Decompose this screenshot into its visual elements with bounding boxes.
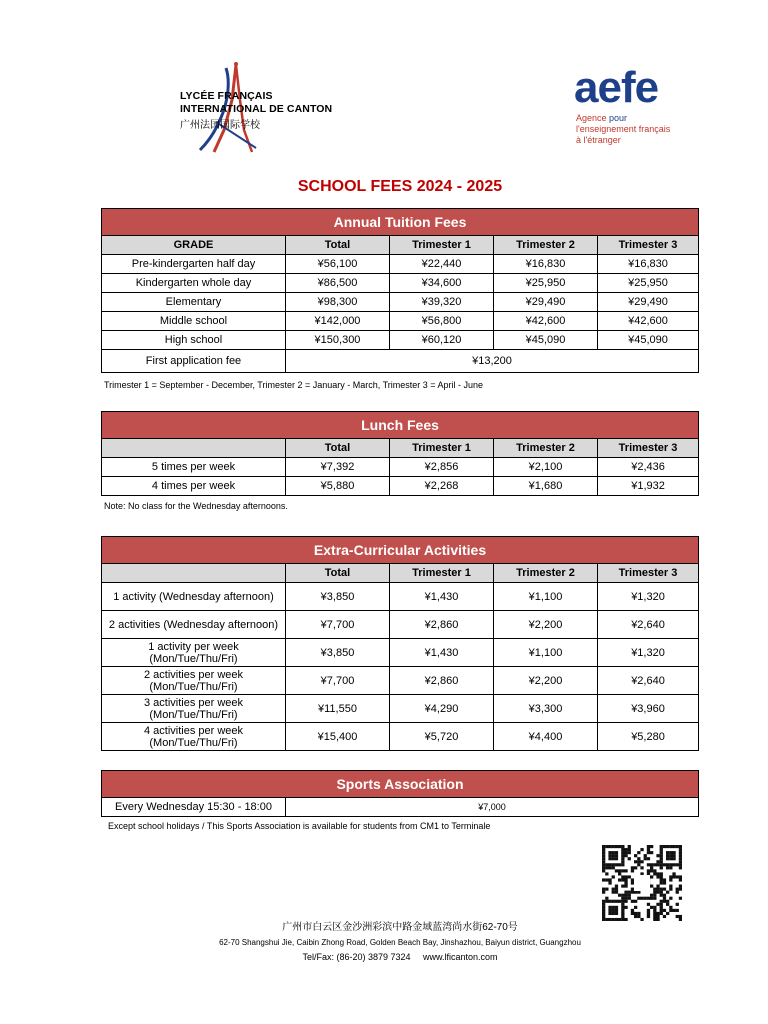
table-row [102, 695, 699, 723]
activities-banner: Extra-Curricular Activities [102, 537, 699, 564]
table-row [102, 611, 699, 639]
cell-t3: ¥25,950 [598, 274, 699, 293]
qr-code [602, 845, 682, 921]
cell-t3: ¥1,932 [598, 477, 699, 496]
aefe-tagline-1: Agence pour [576, 113, 628, 123]
school-name-line2: INTERNATIONAL DE CANTON [180, 103, 333, 115]
row-label: 2 activities (Wednesday afternoon) [102, 611, 286, 639]
table-row [102, 458, 699, 477]
cell-total: ¥56,100 [286, 255, 390, 274]
cell-t3: ¥2,640 [598, 667, 699, 695]
application-fee-row [102, 350, 699, 373]
row-label: 1 activity (Wednesday afternoon) [102, 583, 286, 611]
cell-t2: ¥16,830 [494, 255, 598, 274]
cell-t2: ¥29,490 [494, 293, 598, 312]
table-row [102, 293, 699, 312]
cell-total: ¥86,500 [286, 274, 390, 293]
cell-t1: ¥39,320 [390, 293, 494, 312]
row-label: 4 activities per week (Mon/Tue/Thu/Fri) [102, 723, 286, 751]
table-row [102, 477, 699, 496]
cell-t1: ¥2,856 [390, 458, 494, 477]
header-trimester-1: Trimester 1 [390, 564, 494, 583]
header-trimester-2: Trimester 2 [494, 564, 598, 583]
cell-t3: ¥1,320 [598, 583, 699, 611]
lunch-table [101, 411, 699, 496]
cell-t1: ¥2,860 [390, 611, 494, 639]
tuition-header-row [102, 236, 699, 255]
cell-t1: ¥2,860 [390, 667, 494, 695]
header-blank [102, 564, 286, 583]
cell-t1: ¥56,800 [390, 312, 494, 331]
sports-fee: ¥7,000 [286, 798, 699, 817]
row-label: High school [102, 331, 286, 350]
cell-t3: ¥1,320 [598, 639, 699, 667]
cell-t3: ¥42,600 [598, 312, 699, 331]
cell-t1: ¥1,430 [390, 639, 494, 667]
table-row [102, 667, 699, 695]
cell-total: ¥3,850 [286, 639, 390, 667]
cell-t2: ¥4,400 [494, 723, 598, 751]
cell-total: ¥142,000 [286, 312, 390, 331]
row-label: 1 activity per week (Mon/Tue/Thu/Fri) [102, 639, 286, 667]
cell-total: ¥98,300 [286, 293, 390, 312]
row-label: Middle school [102, 312, 286, 331]
aefe-tagline-3: à l'étranger [576, 135, 621, 145]
cell-total: ¥5,880 [286, 477, 390, 496]
cell-t2: ¥1,680 [494, 477, 598, 496]
cell-t2: ¥42,600 [494, 312, 598, 331]
row-label: 5 times per week [102, 458, 286, 477]
header-grade: GRADE [102, 236, 286, 255]
row-label: Kindergarten whole day [102, 274, 286, 293]
row-label: Elementary [102, 293, 286, 312]
cell-t1: ¥22,440 [390, 255, 494, 274]
address-english: 62-70 Shangshui Jie, Caibin Zhong Road, Golden Beach Bay, Jinshazhou, Baiyun district, Guangzhou [219, 938, 581, 947]
header-total: Total [286, 439, 390, 458]
cell-t3: ¥5,280 [598, 723, 699, 751]
header-trimester-3: Trimester 3 [598, 236, 699, 255]
table-row [102, 798, 699, 817]
sports-note: Except school holidays / This Sports Association is available for students from CM1 to Terminale [108, 821, 491, 831]
tuition-table [101, 208, 699, 373]
header-trimester-2: Trimester 2 [494, 439, 598, 458]
sports-banner: Sports Association [102, 771, 699, 798]
cell-t2: ¥2,100 [494, 458, 598, 477]
cell-total: ¥7,700 [286, 611, 390, 639]
lunch-note: Note: No class for the Wednesday afternoons. [104, 501, 288, 511]
cell-t1: ¥2,268 [390, 477, 494, 496]
header-total: Total [286, 564, 390, 583]
table-row [102, 255, 699, 274]
row-label: 2 activities per week (Mon/Tue/Thu/Fri) [102, 667, 286, 695]
table-row [102, 639, 699, 667]
lunch-header-row [102, 439, 699, 458]
table-row [102, 723, 699, 751]
tuition-banner: Annual Tuition Fees [102, 209, 699, 236]
header-trimester-1: Trimester 1 [390, 439, 494, 458]
header-trimester-3: Trimester 3 [598, 564, 699, 583]
page-title: SCHOOL FEES 2024 - 2025 [297, 178, 503, 195]
aefe-logo: aefe [574, 63, 659, 112]
aefe-tagline-2: l'enseignement français [576, 124, 671, 134]
cell-total: ¥15,400 [286, 723, 390, 751]
lunch-banner: Lunch Fees [102, 412, 699, 439]
activities-header-row [102, 564, 699, 583]
school-name-line1: LYCÉE FRANÇAIS [180, 90, 273, 102]
contact-info: Tel/Fax: (86-20) 3879 7324 www.lficanton.com [302, 952, 498, 962]
cell-t3: ¥29,490 [598, 293, 699, 312]
cell-total: ¥3,850 [286, 583, 390, 611]
cell-t3: ¥45,090 [598, 331, 699, 350]
row-label: 4 times per week [102, 477, 286, 496]
cell-total: ¥150,300 [286, 331, 390, 350]
cell-total: ¥11,550 [286, 695, 390, 723]
row-label: Pre-kindergarten half day [102, 255, 286, 274]
cell-t2: ¥3,300 [494, 695, 598, 723]
cell-t1: ¥1,430 [390, 583, 494, 611]
header-trimester-3: Trimester 3 [598, 439, 699, 458]
sports-table [101, 770, 699, 817]
cell-t2: ¥2,200 [494, 667, 598, 695]
cell-t1: ¥4,290 [390, 695, 494, 723]
cell-t3: ¥2,436 [598, 458, 699, 477]
address-chinese: 广州市白云区金沙洲彩滨中路金域蓝湾尚水街62-70号 [282, 922, 518, 933]
activities-table [101, 536, 699, 751]
header-trimester-2: Trimester 2 [494, 236, 598, 255]
cell-total: ¥7,700 [286, 667, 390, 695]
school-name-chinese: 广州法国国际学校 [180, 120, 260, 131]
header-blank [102, 439, 286, 458]
table-row [102, 583, 699, 611]
table-row [102, 312, 699, 331]
header-total: Total [286, 236, 390, 255]
cell-t3: ¥16,830 [598, 255, 699, 274]
cell-t3: ¥3,960 [598, 695, 699, 723]
cell-total: ¥7,392 [286, 458, 390, 477]
cell-t3: ¥2,640 [598, 611, 699, 639]
cell-t1: ¥34,600 [390, 274, 494, 293]
application-fee-label: First application fee [102, 350, 286, 373]
table-row [102, 274, 699, 293]
table-row [102, 331, 699, 350]
header-trimester-1: Trimester 1 [390, 236, 494, 255]
trimester-note: Trimester 1 = September - December, Trimester 2 = January - March, Trimester 3 = April - June [104, 380, 484, 390]
cell-t1: ¥5,720 [390, 723, 494, 751]
row-label: 3 activities per week (Mon/Tue/Thu/Fri) [102, 695, 286, 723]
cell-t2: ¥2,200 [494, 611, 598, 639]
cell-t2: ¥1,100 [494, 583, 598, 611]
application-fee-value: ¥13,200 [286, 350, 699, 373]
cell-t2: ¥1,100 [494, 639, 598, 667]
cell-t1: ¥60,120 [390, 331, 494, 350]
cell-t2: ¥25,950 [494, 274, 598, 293]
sports-schedule: Every Wednesday 15:30 - 18:00 [102, 798, 286, 817]
cell-t2: ¥45,090 [494, 331, 598, 350]
